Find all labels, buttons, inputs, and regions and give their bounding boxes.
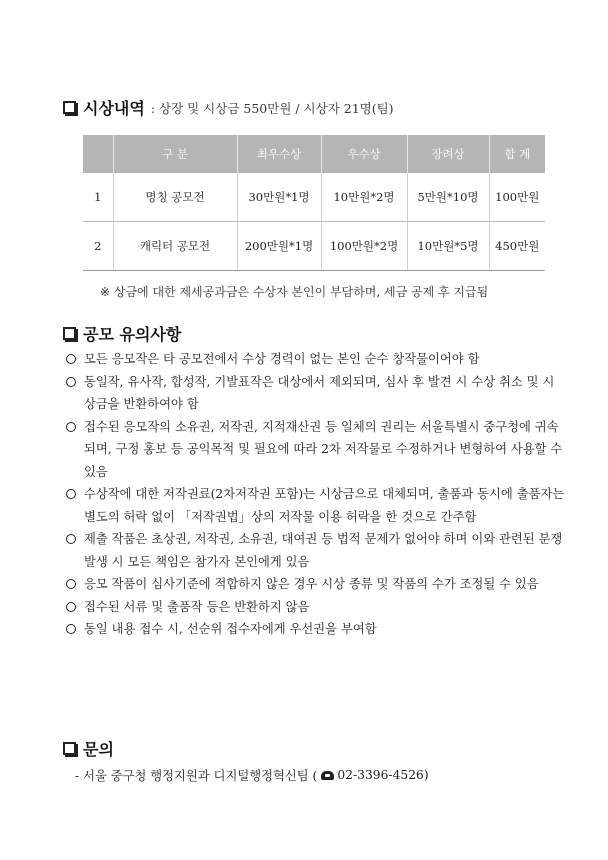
rule-text: 접수된 서류 및 출품작 등은 반환하지 않음 xyxy=(84,599,310,614)
phone-icon xyxy=(321,771,334,780)
list-item xyxy=(65,348,565,371)
list-item xyxy=(65,596,565,619)
table-cell: 명칭 공모전 xyxy=(113,173,237,222)
circle-bullet-icon xyxy=(66,422,76,432)
contact-section-header xyxy=(63,737,114,760)
contact-section-title: 문의 xyxy=(83,740,114,759)
list-item xyxy=(65,483,565,528)
table-cell: 5만원*10명 xyxy=(407,173,489,222)
table-header-cell: 합 계 xyxy=(489,135,545,173)
rule-text: 접수된 응모작의 소유권, 저작권, 지적재산권 등 일체의 권리는 서울특별시 중구청에 귀속되며, 구정 홍보 등 공익목적 및 필요에 따라 2차 저작물로 수정하거나 변형하여 사용할 수 있음 xyxy=(84,419,563,479)
rules-list xyxy=(65,348,565,641)
table-cell: 100만원*2명 xyxy=(321,222,407,271)
checkbox-square-icon xyxy=(63,101,76,114)
prize-section-subtitle: : 상장 및 시상금 550만원 / 시상자 21명(팀) xyxy=(150,100,394,116)
table-header-cell: 구 분 xyxy=(113,135,237,173)
checkbox-square-icon xyxy=(63,327,76,340)
circle-bullet-icon xyxy=(66,579,76,589)
circle-bullet-icon xyxy=(66,354,76,364)
circle-bullet-icon xyxy=(66,624,76,634)
table-header-cell xyxy=(83,135,113,173)
prize-section-header xyxy=(63,96,394,119)
table-cell: 2 xyxy=(83,222,113,271)
rule-text: 동일 내용 접수 시, 선순위 접수자에게 우선권을 부여함 xyxy=(84,622,377,636)
list-item xyxy=(65,573,565,596)
rules-section-title: 공모 유의사항 xyxy=(83,325,182,344)
list-item xyxy=(65,371,565,416)
contact-department: - 서울 중구청 행정지원과 디지털행정혁신팀 ( xyxy=(75,769,318,783)
checkbox-square-icon xyxy=(63,742,76,755)
prize-table xyxy=(83,135,545,271)
table-cell: 1 xyxy=(83,173,113,222)
prize-section-title: 시상내역 xyxy=(83,99,145,118)
table-row xyxy=(83,222,545,271)
table-cell: 30만원*1명 xyxy=(237,173,321,222)
table-header-cell: 최우수상 xyxy=(237,135,321,173)
table-cell: 10만원*2명 xyxy=(321,173,407,222)
prize-table-header-row xyxy=(83,135,545,173)
table-header-cell: 우수상 xyxy=(321,135,407,173)
rule-text: 모든 응모작은 타 공모전에서 수상 경력이 없는 본인 순수 창작물이어야 함 xyxy=(84,352,480,366)
rule-text: 제출 작품은 초상권, 저작권, 소유권, 대여권 등 법적 문제가 없어야 하며 이와 관련된 분쟁 발생 시 모든 책임은 참가자 본인에게 있음 xyxy=(84,532,563,569)
table-cell: 450만원 xyxy=(489,222,545,271)
contact-line xyxy=(75,766,429,784)
rules-section-header xyxy=(63,322,181,345)
rule-text: 동일작, 유사작, 합성작, 기발표작은 대상에서 제외되며, 심사 후 발견 시 수상 취소 및 시상금을 반환하여야 함 xyxy=(84,374,555,411)
prize-note: ※ 상금에 대한 제세공과금은 수상자 본인이 부담하며, 세금 공제 후 지급됨 xyxy=(100,285,489,299)
circle-bullet-icon xyxy=(66,377,76,387)
table-cell: 캐릭터 공모전 xyxy=(113,222,237,271)
list-item xyxy=(65,618,565,641)
contact-phone: 02-3396-4526) xyxy=(337,768,429,782)
table-header-cell: 장려상 xyxy=(407,135,489,173)
table-cell: 200만원*1명 xyxy=(237,222,321,271)
list-item xyxy=(65,528,565,573)
circle-bullet-icon xyxy=(66,534,76,544)
rule-text: 응모 작품이 심사기준에 적합하지 않은 경우 시상 종류 및 작품의 수가 조정될 수 있음 xyxy=(84,577,539,591)
table-cell: 100만원 xyxy=(489,173,545,222)
circle-bullet-icon xyxy=(66,489,76,499)
list-item xyxy=(65,416,565,484)
table-row xyxy=(83,173,545,222)
rule-text: 수상작에 대한 저작권료(2차저작권 포함)는 시상금으로 대체되며, 출품과 동시에 출품자는 별도의 허락 없이 「저작권법」상의 저작물 이용 허락을 한 것으로 간주함 xyxy=(84,487,565,524)
table-cell: 10만원*5명 xyxy=(407,222,489,271)
circle-bullet-icon xyxy=(66,602,76,612)
